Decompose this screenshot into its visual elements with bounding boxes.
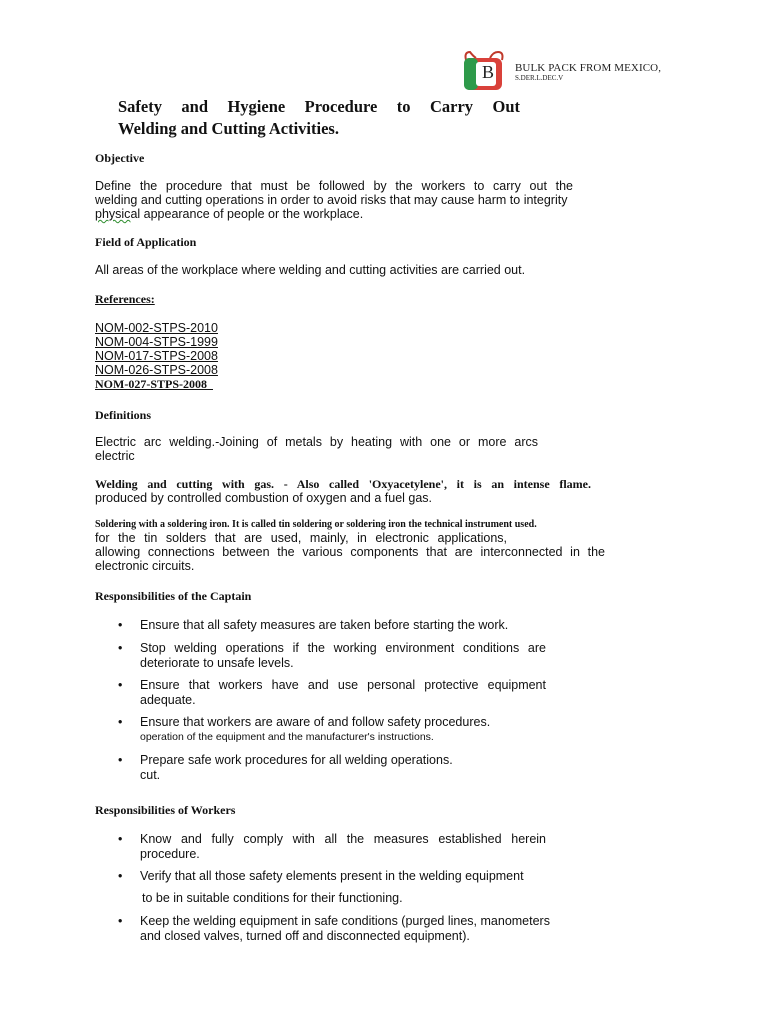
reference-item: NOM-002-STPS-2010 bbox=[95, 321, 218, 335]
captain-item-line-2: adequate. bbox=[140, 693, 196, 707]
objective-heading: Objective bbox=[95, 151, 145, 165]
captain-item-line-1: Ensure that all safety measures are taken before starting the work. bbox=[140, 618, 509, 632]
definition-arc-line-2: electric bbox=[95, 449, 135, 463]
definition-soldering-line-3: allowing connections between the various components that are interconnected in the bbox=[95, 545, 605, 559]
captain-item-line-1: Ensure that workers are aware of and follow safety procedures. bbox=[140, 715, 491, 729]
logo-company-name: BULK PACK FROM MEXICO, bbox=[515, 62, 662, 74]
bullet-icon: • bbox=[118, 715, 123, 729]
captain-item-line-1: Stop welding operations if the working environment conditions are bbox=[140, 641, 546, 655]
bullet-icon: • bbox=[118, 618, 123, 632]
worker-item-line-2: procedure. bbox=[140, 847, 200, 861]
captain-item-line-2: cut. bbox=[140, 768, 161, 782]
definition-soldering-line-4: electronic circuits. bbox=[95, 559, 195, 573]
workers-heading: Responsibilities of Workers bbox=[95, 803, 236, 817]
worker-item-line-1: Know and fully comply with all the measures established herein bbox=[140, 832, 546, 846]
objective-line-3-rest: al appearance of people or the workplace. bbox=[130, 207, 364, 221]
references-list bbox=[95, 321, 218, 391]
definition-arc-line-1: Electric arc welding.-Joining of metals by heating with one or more arcs bbox=[95, 435, 538, 449]
reference-item-last-text: NOM-027-STPS-2008 bbox=[95, 377, 207, 391]
captain-heading: Responsibilities of the Captain bbox=[95, 589, 252, 603]
bullet-icon: • bbox=[118, 869, 123, 883]
captain-item-line-1: Prepare safe work procedures for all welding operations. bbox=[140, 753, 453, 767]
worker-item-line-1: Verify that all those safety elements present in the welding equipment bbox=[140, 869, 524, 883]
bullet-icon: • bbox=[118, 914, 123, 928]
spelling-marked-word: physic bbox=[95, 207, 131, 221]
definition-soldering bbox=[95, 518, 605, 573]
definition-gas-line-2: produced by controlled combustion of oxygen and a fuel gas. bbox=[95, 491, 433, 505]
company-logo bbox=[460, 48, 662, 92]
captain-item-line-2: operation of the equipment and the manufacturer's instructions. bbox=[140, 731, 434, 743]
definition-soldering-line-1: Soldering with a soldering iron. It is called tin soldering or soldering iron the technical instrument used. bbox=[95, 519, 537, 530]
field-heading: Field of Application bbox=[95, 235, 197, 249]
bullet-icon: • bbox=[118, 641, 123, 655]
field-text: All areas of the workplace where welding and cutting activities are carried out. bbox=[95, 263, 526, 277]
bullet-icon: • bbox=[118, 678, 123, 692]
objective-text bbox=[95, 179, 573, 221]
logo-suffix: S.DER.L.DEC.V bbox=[515, 74, 564, 82]
captain-item-line-1: Ensure that workers have and use personal protective equipment bbox=[140, 678, 546, 692]
reference-item bbox=[95, 377, 218, 391]
bullet-icon: • bbox=[118, 753, 123, 767]
objective-line-2: welding and cutting operations in order to avoid risks that may cause harm to integrity bbox=[95, 193, 568, 207]
worker-item-line-2: and closed valves, turned off and disconnected equipment). bbox=[140, 929, 470, 943]
definition-arc bbox=[95, 435, 538, 463]
objective-line-1: Define the procedure that must be followed by the workers to carry out the bbox=[95, 179, 573, 193]
logo-mark-letter: B bbox=[482, 62, 495, 82]
title-line-2: Welding and Cutting Activities. bbox=[118, 119, 339, 138]
document-title bbox=[118, 96, 520, 140]
definition-soldering-line-2: for the tin solders that are used, mainly, in electronic applications, bbox=[95, 531, 507, 545]
reference-item: NOM-026-STPS-2008 bbox=[95, 363, 218, 377]
worker-item-line-1: Keep the welding equipment in safe conditions (purged lines, manometers bbox=[140, 914, 550, 928]
worker-item-line-2: to be in suitable conditions for their functioning. bbox=[142, 891, 403, 905]
objective-line-3 bbox=[95, 207, 573, 221]
reference-item: NOM-017-STPS-2008 bbox=[95, 349, 218, 363]
references-heading: References: bbox=[95, 292, 155, 306]
reference-item: NOM-004-STPS-1999 bbox=[95, 335, 218, 349]
definitions-heading: Definitions bbox=[95, 408, 152, 422]
title-line-1: Safety and Hygiene Procedure to Carry Out bbox=[118, 97, 520, 116]
definition-gas-line-1: Welding and cutting with gas. - Also called 'Oxyacetylene', it is an intense flame. bbox=[95, 477, 591, 491]
definition-gas bbox=[95, 477, 591, 505]
captain-item-line-2: deteriorate to unsafe levels. bbox=[140, 656, 294, 670]
bullet-icon: • bbox=[118, 832, 123, 846]
